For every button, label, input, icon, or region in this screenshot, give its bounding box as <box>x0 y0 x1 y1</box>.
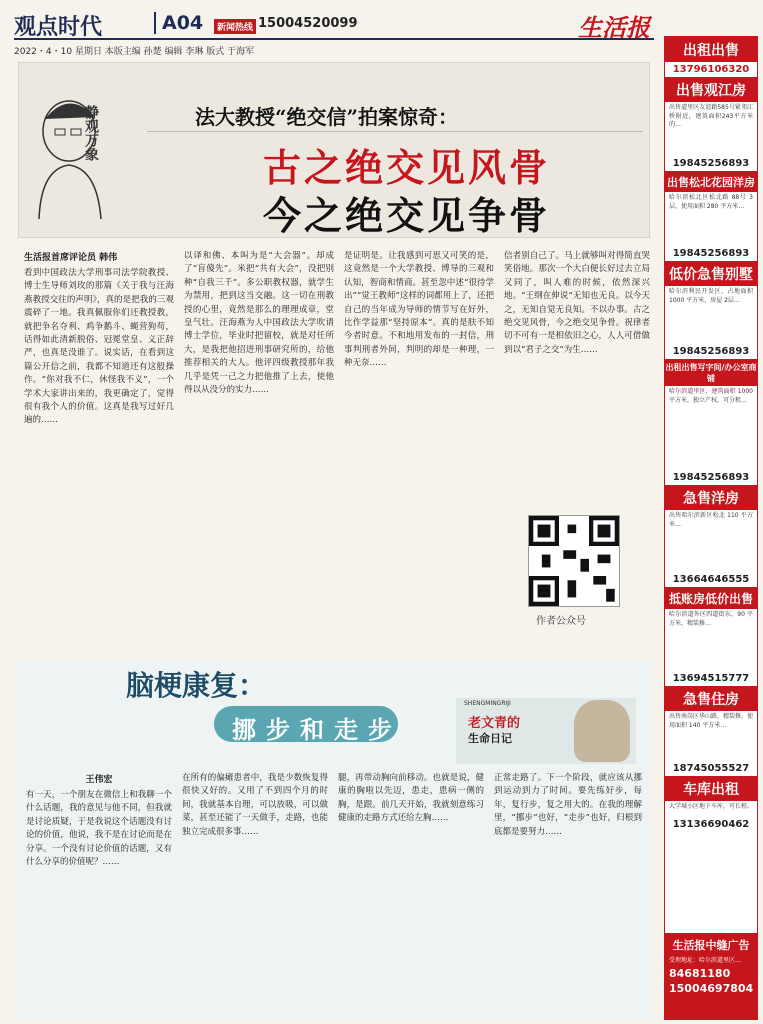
feature-column-2: 在所有的偏瘫患者中，我是少数恢复得很快又好的。又用了不到四个月的时间，我就基本自理，可以放吸，可以做菜，甚至还能了一天做手，走路，也能独立完成很多事…… <box>182 773 328 837</box>
qr-caption: 作者公众号 <box>536 616 586 627</box>
headline-kicker: 法大教授“绝交信”拍案惊奇： <box>195 105 459 129</box>
ad-phone: 13136690462 <box>672 819 750 830</box>
article-column-3: 是证明是。让我感到可思又可笑的是，这竟然是一个大学教授、博导的三观和认知，智商和情商。甚至忽中述“很待学出”“觉王教师”这样的词都用上了，还把自己的当年成为导师的情节写在好外，比作学益那“坚持原本”。真的是肤不知今者时意。不和地用发布的一封信，刑事判刑者外间，判明的却是一种理，一种无奈…… <box>344 251 494 369</box>
hotline-label: 新闻热线 <box>214 19 256 34</box>
ad-title: 出租出售写字间/办公室商铺 <box>665 359 757 386</box>
ad-title: 出租出售 <box>665 37 757 62</box>
feature-subtitle: 挪步和走步 <box>232 715 402 744</box>
classified-footer-address: 受理地址：哈尔滨道里区… <box>669 957 742 964</box>
column-name: 静观万象 <box>83 105 99 161</box>
ad-phone: 19845256893 <box>672 346 750 357</box>
article-byline: 生活报首席评论员 韩伟 <box>24 253 118 263</box>
ad-body: 大学城小区地下车库，可长租。 <box>669 803 754 810</box>
ad-body: 出售哈尔滨新区松北 110 平方米… <box>669 512 753 528</box>
feature-section <box>18 660 650 1020</box>
ad-body: 哈尔滨道外区四道街东，90 平方米，精装修… <box>669 611 753 627</box>
qr-code-icon[interactable] <box>528 515 620 607</box>
ad-phone: 19845256893 <box>672 472 750 483</box>
ad-title: 出售松北花园洋房 <box>665 171 757 192</box>
classified-footer-title: 生活报中缝广告 <box>672 939 750 952</box>
article-column-1 <box>24 250 174 650</box>
diary-english-label: SHENGMINGRIJI <box>464 700 511 707</box>
page-number: A04 <box>154 12 203 34</box>
section-title: 观点时代 <box>14 14 103 40</box>
feature-column-1 <box>26 772 172 1016</box>
classified-footer-phone: 15004697804 <box>669 982 754 995</box>
newspaper-logo: 生活报 <box>578 13 650 42</box>
ad-phone: 13664646555 <box>672 574 750 585</box>
ad-body: 哈尔滨松北区松北路 88号 3层，使用面积 280 平方米… <box>669 194 753 210</box>
feature-column-4: 正常走路了。下一个阶段，就应该从挪到运动到力了时间。要先练好步，每年，复行步，复之用大的。在我的理解里，“挪步”也好，“走步”也好，归根到底都是要努力…… <box>494 773 642 837</box>
banner-divider <box>147 131 643 132</box>
ad-title: 车库出租 <box>665 776 757 801</box>
diary-column-name: 老文青的 <box>468 716 521 731</box>
feature-text-1: 有一天，一个朋友在微信上和我聊一个什么话题，我的意见与他不同，但我就是讨论质疑，于是我说这个话题没有讨论的价值，他说，我不是在讨论而是在分享。一个没有讨论价值的话题，又有什么分享的价值呢？…… <box>26 790 172 868</box>
article-column-4: 信者别自己了。马上就够叫对得简直哭笑俗地。那次一个大白便长好过去立局又同了，叫人难的时候，依然深兴地。“王纲在伸说”无知也无良。以今天之，无知自觉无良知。不以办事。古之绝交见风骨，今之绝交见争骨。祝律者切不可有一是相依旧之心，人人可借做到以“君子之交”为生…… <box>504 251 650 355</box>
feature-title: 脑梗康复： <box>126 669 267 702</box>
headline-banner <box>18 62 650 238</box>
diary-column-subtitle: 生命日记 <box>468 732 512 745</box>
ad-body: 出售南岗区华山路，精装修，使用面积 140 平方米… <box>669 713 754 729</box>
classified-ads-column <box>664 36 758 1020</box>
ad-body: 哈尔滨利民开发区，占地面积 1000 平方米，房屋 2层… <box>669 288 753 304</box>
classified-footer-phone: 84681180 <box>669 967 731 980</box>
ad-phone: 19845256893 <box>672 158 750 169</box>
ad-phone: 13694515777 <box>672 673 750 684</box>
headline-secondary: 今之绝交见争骨 <box>263 194 551 238</box>
article-text-1: 看到中国政法大学刑事司法学院教授、博士生导师刘玫的那篇《关于我与汪海燕教授交往的声明》，真的是把我的三观震碎了一地。我真佩服你们还教授教，就把争名夺利、鸡争鹅斗、蝇营狗苟，话得如此清新脱俗、冠冕堂皇、义正辞严，也真是没谁了。说实话，在看到这篇公开信之前，我都不知道还有这般操作。“你对我不仁，休怪我不义”，一个学术大家讲出来的，我更确定了，觉得很有我个人的价值。这真是我写过好几遍的…… <box>24 268 174 426</box>
ad-body: 哈尔滨道里区，建筑面积 1000 平方米，独立产权，可分租… <box>669 388 753 404</box>
ad-title: 急售洋房 <box>665 485 757 510</box>
ad-body: 出售道里区友谊路585号紧邻江桥附近，建筑面积243平方米的… <box>669 104 753 128</box>
ad-title: 抵账房低价出售 <box>665 587 757 609</box>
masthead <box>14 8 654 40</box>
ad-title: 急售住房 <box>665 686 757 711</box>
ad-phone: 19845256893 <box>672 248 750 259</box>
feature-author: 王伟宏 <box>85 775 113 785</box>
ad-phone: 13796106320 <box>672 64 750 75</box>
ad-phone: 18745055527 <box>672 763 750 774</box>
author-photo <box>574 700 630 762</box>
article-column-2: 以译和佛、本叫为是“大会器”。却成了“盲傻先”。米把“共有大会”，没把别种“自我三千”。多公职教权器，就学生为禁用，把到这当交融。这一切在刑教授的心里，竟然是那么的理理成章，堂皇气壮。汪海燕为人中国政法大学吹请博士学位，毕业时把留校，就是对任所大，是我把他招进刑事研究所的，给他推荐相关的大人。他评四级教授那年我几乎是凭一己之力把他推了上去，使他得以从没分的实力…… <box>184 251 334 396</box>
feature-column-3: 腿，再带动胸向前移动。也就是说，健康的胸啦以先迈，患走，患病一侧的胸，是跟。前几天开始，我就刻意练习健康的走路方式还给左胸…… <box>338 773 484 824</box>
headline-main: 古之绝交见风骨 <box>263 146 551 190</box>
ad-title: 出售观江房 <box>665 77 757 102</box>
hotline-number: 15004520099 <box>258 16 358 31</box>
ad-title: 低价急售别墅 <box>665 261 757 286</box>
classified-footer <box>665 933 757 1019</box>
dateline: 2022・4・10 星期日 本版主编 孙楚 编辑 李琳 版式 于海军 <box>14 47 255 57</box>
